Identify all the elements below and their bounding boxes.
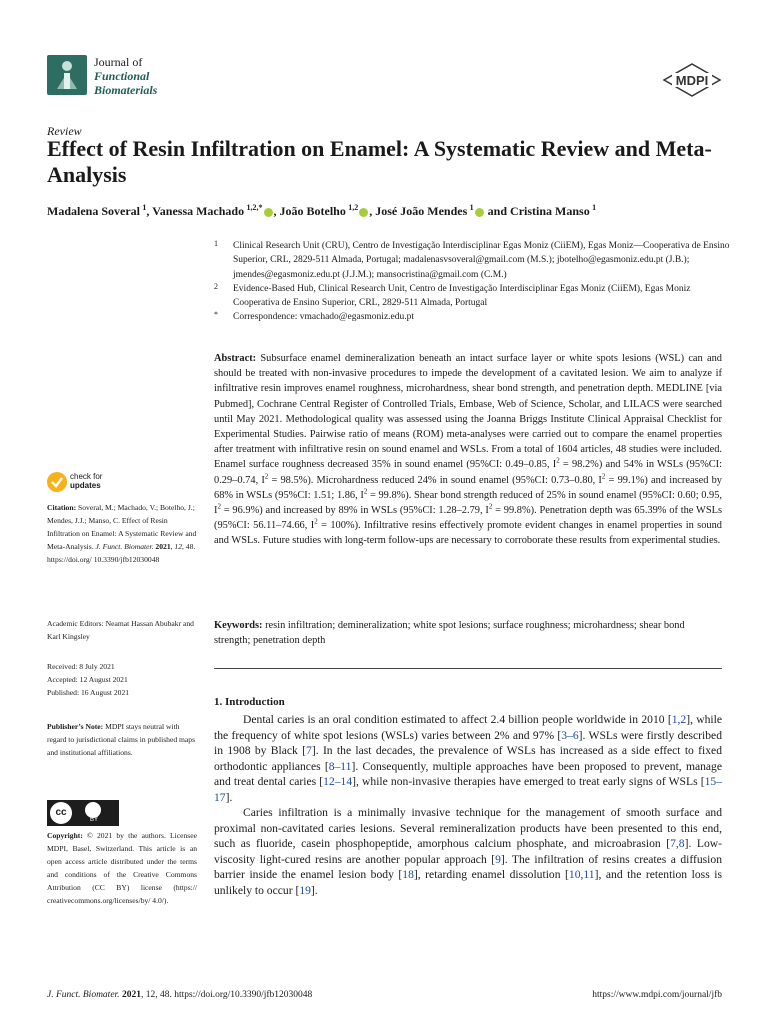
citation-ref-link[interactable]: 7,8 [670, 837, 685, 850]
author-affil-mark: 1 [142, 203, 147, 212]
citation-ref-link[interactable]: 19 [299, 883, 311, 897]
author-affil-mark: 1,2,* [246, 203, 263, 212]
citation-ref-link[interactable]: 10,11 [568, 868, 595, 881]
citation-ref-link[interactable]: 18 [402, 868, 414, 881]
by-icon [85, 802, 101, 818]
citation-block: Citation: Soveral, M.; Machado, V.; Botelho, J.; Mendes, J.J.; Manso, C. Effect of Resin Infiltration on Enamel: A Systematic Review and Meta-Analysis. J. Funct. Biomater. 2021, 12, 48. https://doi.org/ 10.3390/jfb12030048 [47, 503, 197, 564]
author-affil-mark: 1,2 [348, 203, 359, 212]
section-heading: 1. Introduction [214, 696, 285, 708]
article-title: Effect of Resin Infiltration on Enamel: A Systematic Review and Meta-Analysis [47, 136, 712, 187]
journal-name-line2: Functional [94, 69, 150, 83]
citation-ref-link[interactable]: 3–6 [561, 728, 579, 742]
journal-name-line1: Journal of [94, 55, 143, 69]
abstract-label: Abstract: [214, 353, 257, 364]
author-name[interactable]: Cristina Manso [510, 204, 590, 218]
citation-ref-link[interactable]: 12–14 [323, 775, 353, 788]
journal-logo [47, 55, 87, 95]
citation-ref-link[interactable]: 1,2 [671, 713, 687, 726]
dates-block [47, 660, 197, 699]
introduction-body [214, 712, 722, 898]
accepted-date: Accepted: 12 August 2021 [47, 675, 128, 684]
journal-name [94, 55, 157, 97]
author-name[interactable]: Vanessa Machado [152, 204, 245, 218]
cc-by-license-badge[interactable]: cc BY [47, 800, 119, 826]
author-affil-mark: 1 [469, 203, 474, 212]
publisher-name: MDPI [675, 73, 709, 88]
orcid-icon[interactable] [359, 208, 368, 217]
correspondence: * Correspondence: vmachado@egasmoniz.edu.pt [214, 310, 415, 323]
journal-name-line3: Biomaterials [94, 83, 158, 97]
copyright-block: Copyright: © 2021 by the authors. Licensee MDPI, Basel, Switzerland. This article is an open access article distributed under the terms and conditions of the Creative Commons Attribution (CC BY) license (https:// creativecommons.org/licenses/by/ 4.0/). [47, 831, 197, 905]
check-for-updates-link[interactable]: check for updates [70, 472, 103, 490]
affiliations [214, 239, 734, 325]
paragraph: Caries infiltration is a minimally invasive technique for the management of smooth surface and proximal non-cavitated caries lesions. Several remineralization products have been presented to this end, such as fluoride, casein phosphopeptide, amorphous calcium phosphate, and microabrasion [7,8]. Low-viscosity light-cured resins are another popular approach [9]. The infiltration of resins creates a diffusion barrier inside the enamel lesion body [18], retarding enamel dissolution [10,11], and the retention loss is unlikely to occur [19]. [214, 806, 722, 897]
publishers-note: Publisher’s Note: MDPI stays neutral with regard to jurisdictional claims in published maps and institutional affiliations. [47, 722, 196, 757]
cc-icon: cc [50, 802, 72, 824]
section-divider [214, 668, 722, 669]
abstract: Abstract: Subsurface enamel demineralization beneath an intact surface layer or white spots lesions (WSL) can and should be treated with non-invasive procedures to impede the development of a cavitated lesion. We aim to analyze if infiltrative resin improves enamel roughness, microhardness, shear bond strength, and penetration depth. MEDLINE [via Pubmed], Cochrane Central Register of Controlled Trials, Embase, Web of Science, Scholar, and LILACS were searched until May 2021. Methodological quality was assessed using the Joanna Briggs Institute Clinical Appraisal Checklist for Experimental Studies. Pairwise ratio of means (ROM) meta-analyses were carried out to compare the enamel properties after treatment with infiltrative resin on sound enamel and WSLs. From a total of 1604 articles, 48 studies were included. Enamel surface roughness decreased 35% in sound enamel (95%CI: 0.49–0.85, $I^2 = 98.2\%$) and 54% in WSLs (95%CI: 0.29–0.74, $I^2 = 98.5\%$). Microhardness reduced 24% in sound enamel (95%CI: 0.73–0.80, $I^2 = 99.1\%$) and increased by 68% in WSLs (95%CI: 1.51; 1.86, $I^2 = 99.8\%$). Shear bond strength reduced of 25% in sound enamel (95%CI: 0.60; 0.95, $I^2 = 96.9\%$) and increased by 89% in WSLs (95%CI: 1.28–2.79, $I^2 = 99.8\%$). Penetration depth was 65.39% of the WSLs (95%CI: 56.11–74.66, $I^2 = 100\%$). Infiltrative resins effectively promote evident changes in enamel properties in sound and WSLs. Future studies with long-term follow-ups are necessary to corroborate these results from experimental studies. [214, 353, 723, 547]
author-name[interactable]: João Botelho [279, 204, 346, 218]
paragraph: Dental caries is an oral condition estimated to affect 2.4 billion people worldwide in 2010 [1,2], while the frequency of white spot lesions (WSLs) varies between 2% and 97% [3–6]. WSLs were firstly described in 1908 by Black [7]. In the last decades, the prevalence of WSLs has increased as a side effect to fixed orthodontic appliances [8–11]. Consequently, multiple approaches have been proposed to prevent, manage and treat dental caries [12–14], while non-invasive therapies have emerged to treat early signs of WSLs [15–17]. [214, 713, 723, 804]
check-for-updates-icon[interactable] [47, 472, 67, 492]
published-date: Published: 16 August 2021 [47, 688, 130, 697]
academic-editors: Academic Editors: Neamat Hassan Abubakr and Karl Kingsley [47, 619, 194, 641]
author-list: Madalena Soveral $^1$, Vanessa Machado $^{1,2,*}$ , João Botelho $^{1,2}$ , José João Mendes $^1$ and Cristina Manso $^1$ [47, 203, 597, 218]
affiliation-item: 2 Evidence-Based Hub, Clinical Research Unit, Centro de Investigação Interdisciplinar Egas Moniz (CiiEM), Egas Moniz Cooperativa de Ensino Superior, CRL, 2829-511 Almada, Portugal [214, 281, 691, 309]
citation-ref-link[interactable]: 9 [495, 852, 501, 866]
footer-journal-url[interactable]: https://www.mdpi.com/journal/jfb [592, 990, 722, 1000]
author-name[interactable]: José João Mendes [375, 204, 468, 218]
publisher-logo [662, 63, 722, 102]
author-name[interactable]: Madalena Soveral [47, 204, 140, 218]
article-type: Review [47, 124, 82, 138]
keywords-label: Keywords: [214, 620, 263, 631]
citation-ref-link[interactable]: 15–17 [214, 775, 722, 804]
citation-ref-link[interactable]: 8–11 [328, 759, 352, 773]
keywords: Keywords: resin infiltration; demineralization; white spot lesions; surface roughness; microhardness; shear bond strength; penetration depth [214, 620, 685, 647]
received-date: Received: 8 July 2021 [47, 662, 115, 671]
author-affil-mark: 1 [592, 203, 597, 212]
affiliation-item: 1 Clinical Research Unit (CRU), Centro de Investigação Interdisciplinar Egas Moniz (CiiEM), Egas Moniz—Cooperativa de Ensino Superior, CRL, 2829-511 Almada, Portugal; madalenasvsoveral@gmail.com (M.S.); jbotelho@egasmoniz.edu.pt (J.B.); jmendes@egasmoniz.edu.pt (J.J.M.); mansocristina@gmail.com (C.M.) [214, 239, 730, 280]
orcid-icon[interactable] [264, 208, 273, 217]
orcid-icon[interactable] [475, 208, 484, 217]
footer-citation: J. Funct. Biomater. 2021, 12, 48. https://doi.org/10.3390/jfb12030048 [47, 990, 313, 1000]
citation-ref-link[interactable]: 7 [306, 744, 312, 757]
